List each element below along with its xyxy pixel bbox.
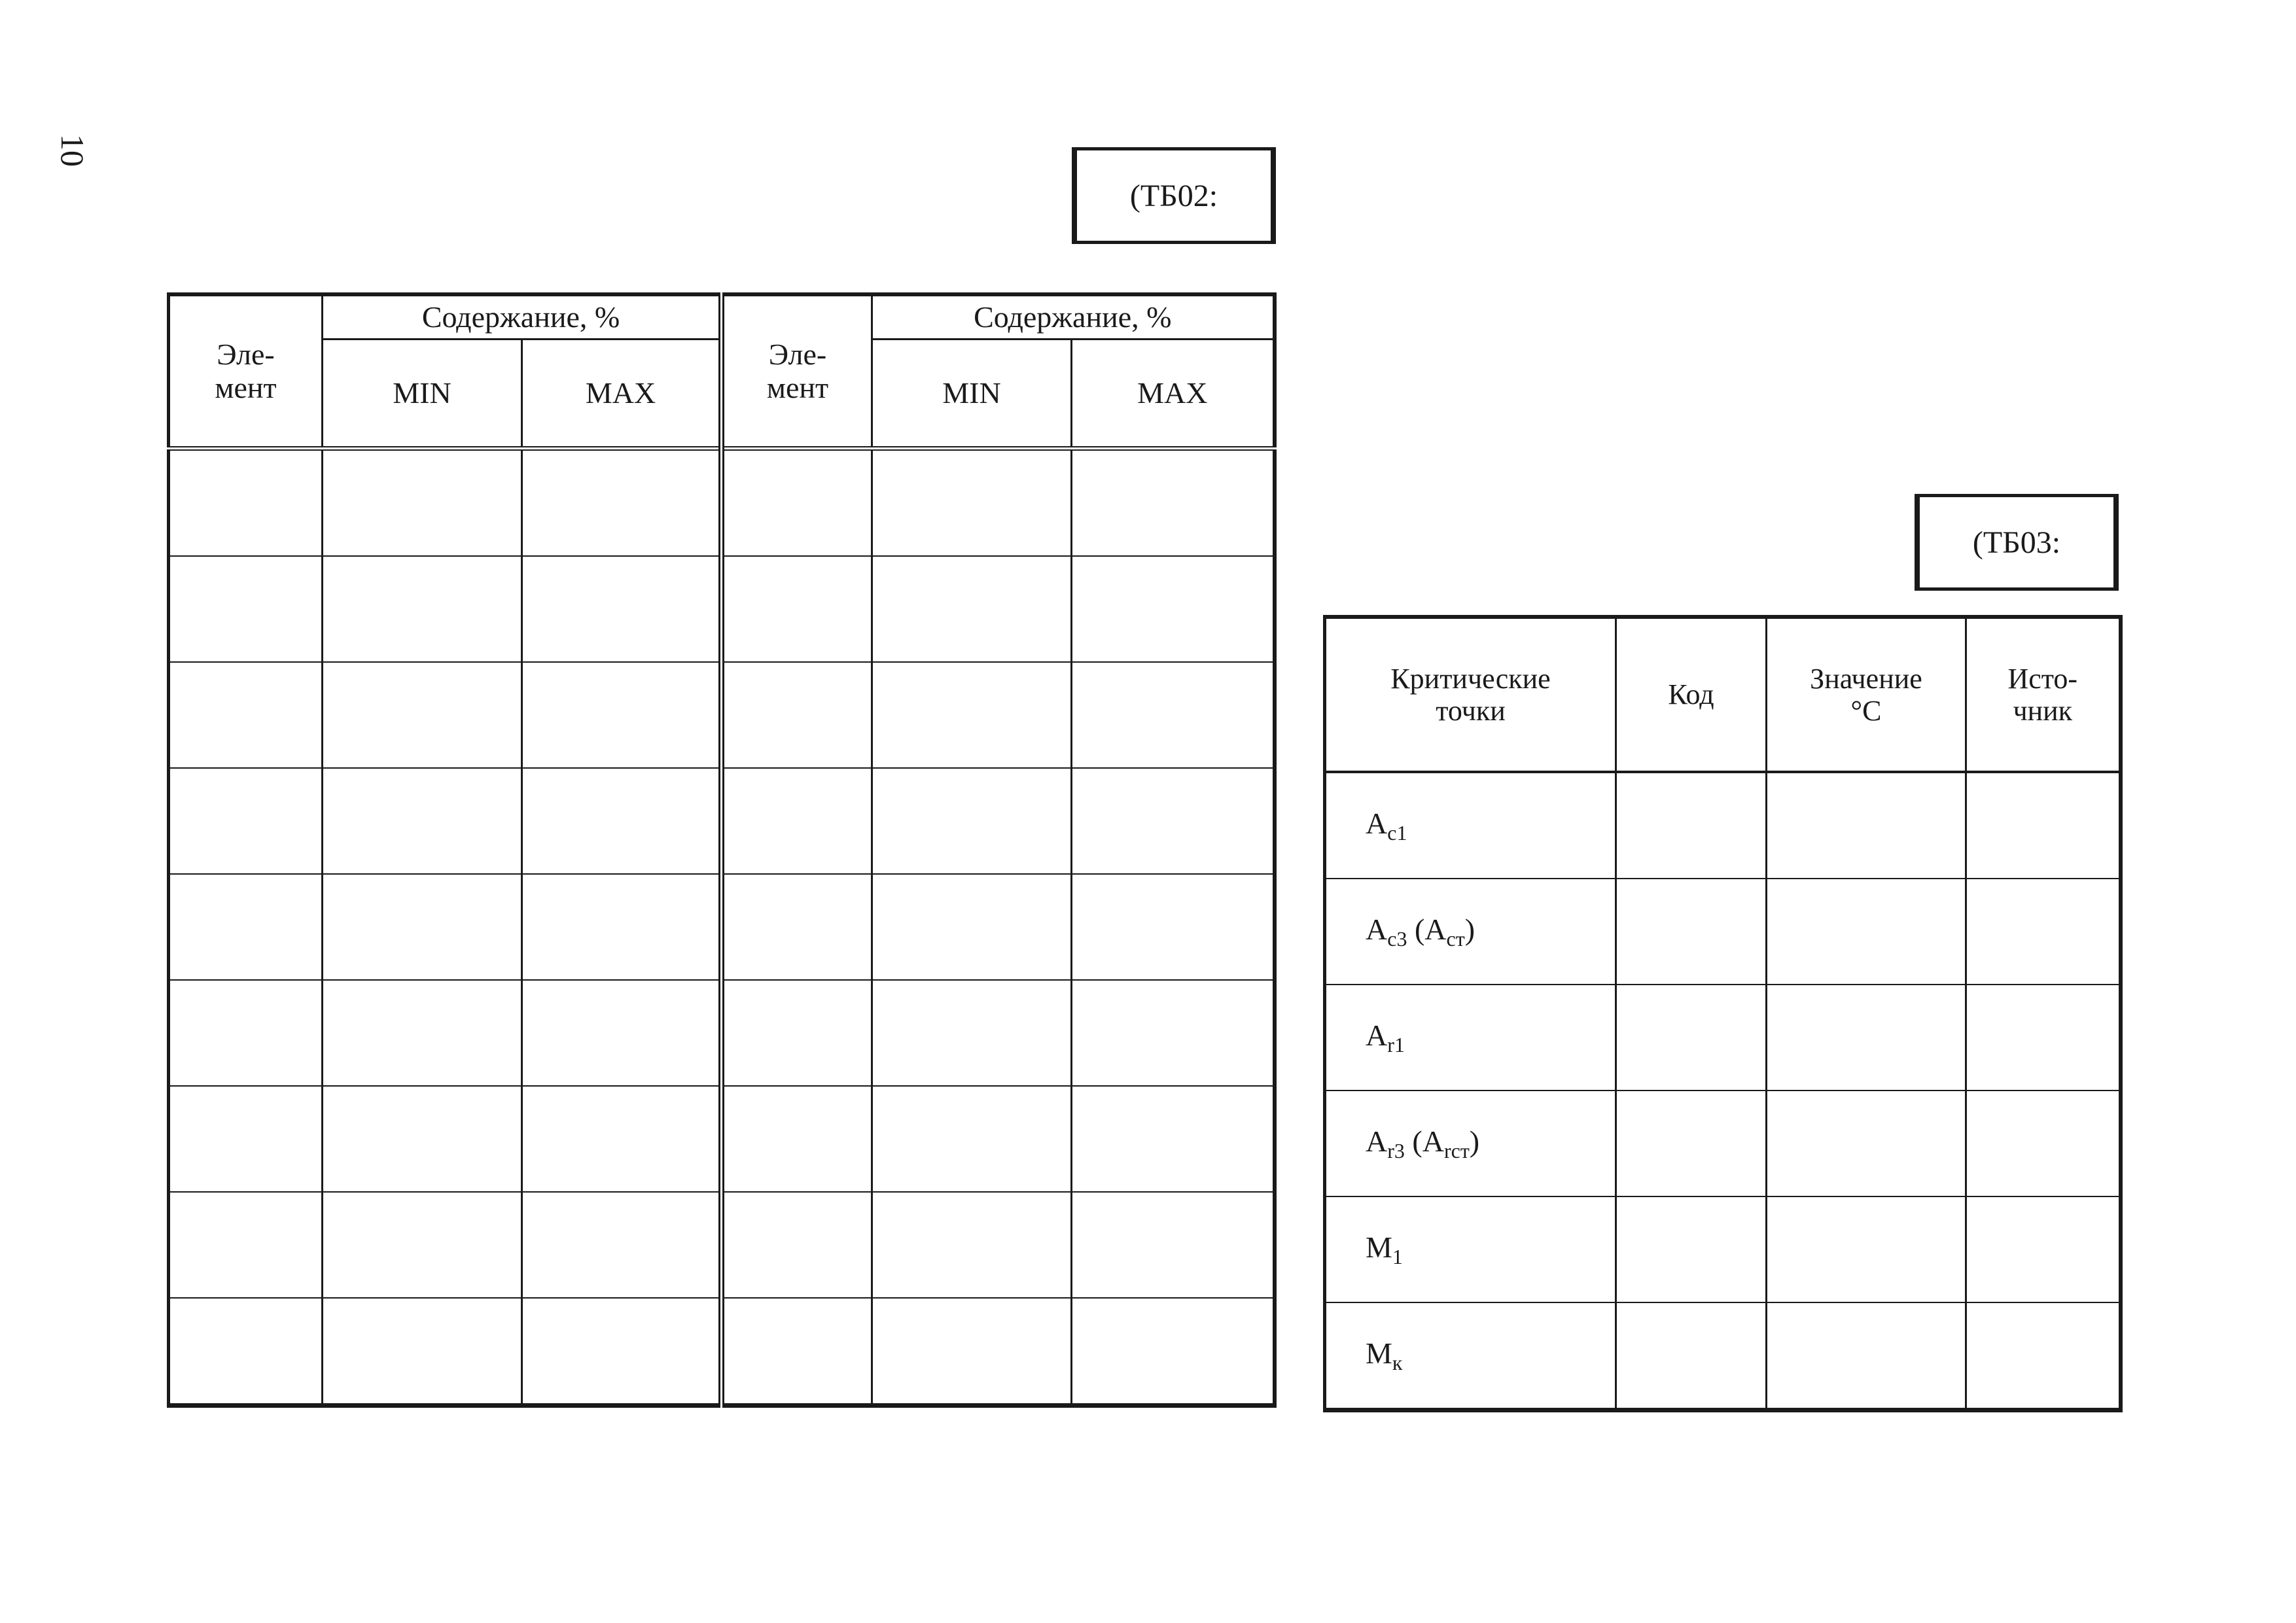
- table-row: [169, 1298, 1275, 1406]
- max-cell[interactable]: [522, 874, 722, 980]
- source-header: Исто- чник: [1966, 617, 2121, 772]
- max-cell[interactable]: [1072, 556, 1275, 662]
- max-cell[interactable]: [522, 556, 722, 662]
- min-cell[interactable]: [872, 556, 1072, 662]
- element-cell[interactable]: [169, 1298, 323, 1406]
- code-header: Код: [1616, 617, 1767, 772]
- element-cell[interactable]: [722, 662, 872, 768]
- min-cell[interactable]: [872, 1086, 1072, 1192]
- value-cell[interactable]: [1767, 879, 1966, 985]
- element-header: Эле- мент: [169, 294, 323, 449]
- source-cell[interactable]: [1966, 772, 2121, 879]
- page-number: 10: [54, 134, 91, 167]
- tb03-critical-points-table: [1323, 615, 2123, 1412]
- value-cell[interactable]: [1767, 1196, 1966, 1302]
- min-header: MIN: [323, 340, 522, 449]
- element-cell[interactable]: [169, 874, 323, 980]
- critical-points-header: Критические точки: [1325, 617, 1616, 772]
- critical-point-label: $M_к$: [1366, 1336, 1403, 1375]
- min-cell[interactable]: [323, 556, 522, 662]
- content-header: Содержание, %: [872, 294, 1275, 340]
- tb03-code-box: [1915, 494, 2119, 591]
- code-cell[interactable]: [1616, 985, 1767, 1091]
- max-cell[interactable]: [522, 1192, 722, 1298]
- table-row: [169, 556, 1275, 662]
- min-cell[interactable]: [872, 768, 1072, 874]
- table-row: [169, 874, 1275, 980]
- min-header: MIN: [872, 340, 1072, 449]
- value-header: Значение °C: [1767, 617, 1966, 772]
- critical-point-label: $A_{c3}$ $(A_{cт})$: [1366, 912, 1475, 951]
- element-cell[interactable]: [169, 662, 323, 768]
- element-cell[interactable]: [722, 768, 872, 874]
- code-cell[interactable]: [1616, 879, 1767, 985]
- max-cell[interactable]: [1072, 449, 1275, 557]
- element-header: Эле- мент: [722, 294, 872, 449]
- tb02-code-label: (ТБ02:: [1129, 178, 1218, 213]
- max-cell[interactable]: [1072, 1192, 1275, 1298]
- max-cell[interactable]: [1072, 980, 1275, 1086]
- table-row: [169, 768, 1275, 874]
- table-row: [169, 1192, 1275, 1298]
- max-cell[interactable]: [1072, 874, 1275, 980]
- max-cell[interactable]: [1072, 768, 1275, 874]
- critical-point-cell: [1325, 985, 1616, 1091]
- code-cell[interactable]: [1616, 772, 1767, 879]
- min-cell[interactable]: [872, 874, 1072, 980]
- source-cell[interactable]: [1966, 879, 2121, 985]
- max-cell[interactable]: [522, 768, 722, 874]
- min-cell[interactable]: [872, 1192, 1072, 1298]
- max-header: MAX: [1072, 340, 1275, 449]
- critical-point-label: $A_{r1}$: [1366, 1018, 1405, 1057]
- min-cell[interactable]: [872, 449, 1072, 557]
- code-cell[interactable]: [1616, 1196, 1767, 1302]
- min-cell[interactable]: [323, 1192, 522, 1298]
- element-cell[interactable]: [169, 449, 323, 557]
- min-cell[interactable]: [323, 980, 522, 1086]
- element-cell[interactable]: [169, 980, 323, 1086]
- table-row: [1325, 1091, 2121, 1196]
- table-row: [1325, 985, 2121, 1091]
- table-row: [169, 1086, 1275, 1192]
- min-cell[interactable]: [323, 874, 522, 980]
- max-cell[interactable]: [522, 980, 722, 1086]
- element-cell[interactable]: [722, 556, 872, 662]
- table-row: [169, 980, 1275, 1086]
- code-cell[interactable]: [1616, 1302, 1767, 1410]
- table-row: [1325, 772, 2121, 879]
- critical-point-label: $A_{r3}$ $(A_{rcт})$: [1366, 1124, 1480, 1163]
- critical-point-cell: [1325, 1302, 1616, 1410]
- max-cell[interactable]: [1072, 1086, 1275, 1192]
- content-header: Содержание, %: [323, 294, 722, 340]
- max-cell[interactable]: [1072, 1298, 1275, 1406]
- min-cell[interactable]: [323, 1086, 522, 1192]
- critical-point-cell: [1325, 879, 1616, 985]
- table-row: [169, 449, 1275, 557]
- value-cell[interactable]: [1767, 1302, 1966, 1410]
- table-row: [1325, 1196, 2121, 1302]
- critical-point-label: $M_1$: [1366, 1230, 1403, 1269]
- max-cell[interactable]: [522, 1298, 722, 1406]
- critical-point-cell: [1325, 1196, 1616, 1302]
- table-row: [169, 662, 1275, 768]
- value-cell[interactable]: [1767, 985, 1966, 1091]
- value-cell[interactable]: [1767, 1091, 1966, 1196]
- max-header: MAX: [522, 340, 722, 449]
- max-cell[interactable]: [1072, 662, 1275, 768]
- source-cell[interactable]: [1966, 985, 2121, 1091]
- element-cell[interactable]: [722, 1192, 872, 1298]
- element-cell[interactable]: [169, 556, 323, 662]
- min-cell[interactable]: [323, 662, 522, 768]
- code-cell[interactable]: [1616, 1091, 1767, 1196]
- critical-point-cell: [1325, 1091, 1616, 1196]
- min-cell[interactable]: [872, 1298, 1072, 1406]
- min-cell[interactable]: [872, 662, 1072, 768]
- critical-point-cell: [1325, 772, 1616, 879]
- min-cell[interactable]: [323, 768, 522, 874]
- min-cell[interactable]: [872, 980, 1072, 1086]
- element-cell[interactable]: [169, 768, 323, 874]
- max-cell[interactable]: [522, 449, 722, 557]
- tb02-element-content-table: [167, 292, 1277, 1408]
- element-cell[interactable]: [169, 1192, 323, 1298]
- source-cell[interactable]: [1966, 1302, 2121, 1410]
- element-cell[interactable]: [722, 449, 872, 557]
- element-cell[interactable]: [722, 980, 872, 1086]
- max-cell[interactable]: [522, 662, 722, 768]
- element-cell[interactable]: [722, 1086, 872, 1192]
- source-cell[interactable]: [1966, 1196, 2121, 1302]
- table-row: [1325, 1302, 2121, 1410]
- min-cell[interactable]: [323, 449, 522, 557]
- element-cell[interactable]: [722, 1298, 872, 1406]
- table-row: [1325, 879, 2121, 985]
- critical-point-label: $A_{c1}$: [1366, 806, 1407, 845]
- element-cell[interactable]: [722, 874, 872, 980]
- tb02-code-box: [1072, 147, 1276, 244]
- max-cell[interactable]: [522, 1086, 722, 1192]
- element-cell[interactable]: [169, 1086, 323, 1192]
- tb03-code-label: (ТБ03:: [1972, 525, 2061, 560]
- source-cell[interactable]: [1966, 1091, 2121, 1196]
- min-cell[interactable]: [323, 1298, 522, 1406]
- value-cell[interactable]: [1767, 772, 1966, 879]
